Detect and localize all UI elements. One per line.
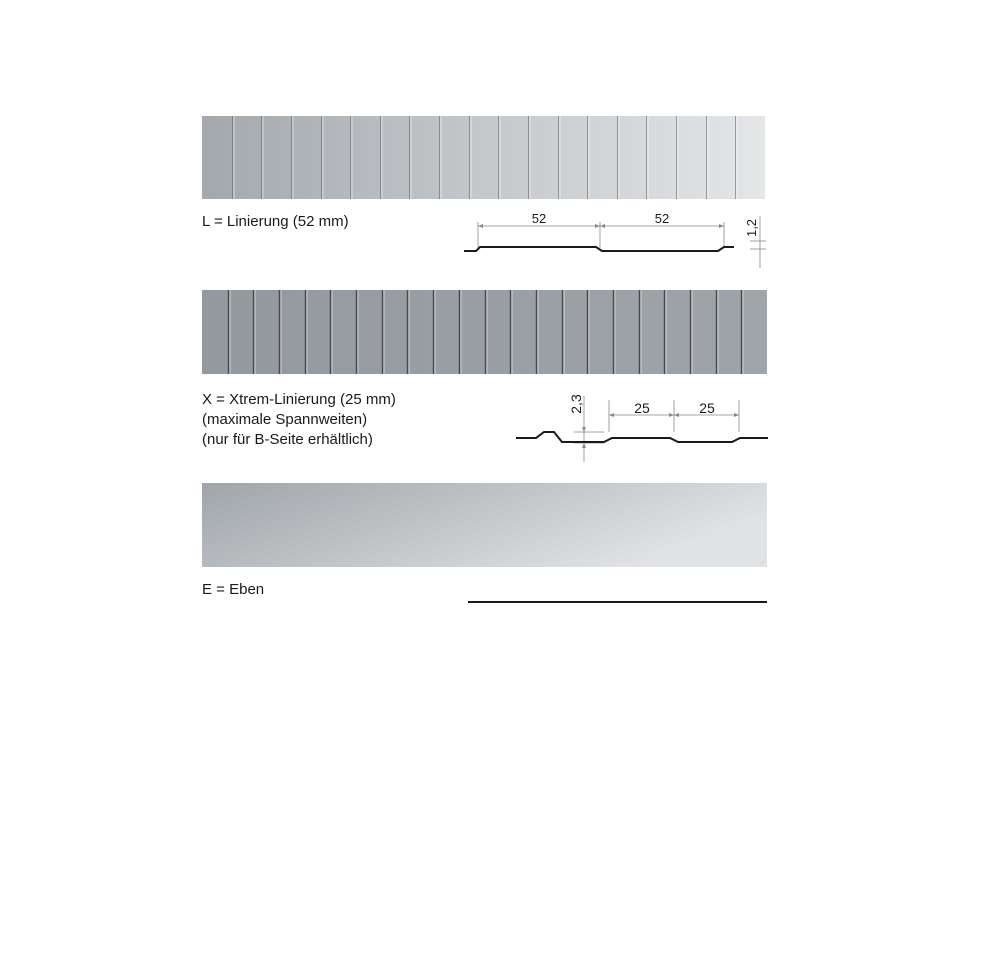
panel-xtrem-image <box>202 290 767 374</box>
label-xtrem <box>202 390 396 450</box>
profile-xtrem-diagram <box>514 388 770 466</box>
panel-eben-image <box>202 483 767 567</box>
label-eben <box>202 580 264 600</box>
dim-depth: 2,3 <box>568 394 584 414</box>
label-line: (nur für B-Seite erhältlich) <box>202 431 373 448</box>
panel-xtrem-ribs <box>229 290 744 374</box>
label-linierung <box>202 212 349 232</box>
dim-pitch-left: 25 <box>634 400 650 416</box>
dim-pitch-right: 25 <box>699 400 715 416</box>
label-line: L = Linierung (52 mm) <box>202 213 349 230</box>
label-line: (maximale Spannweiten) <box>202 411 368 428</box>
profile-eben-diagram <box>468 598 768 606</box>
dim-pitch-left: 52 <box>531 211 547 226</box>
profile-linierung-diagram <box>462 208 782 272</box>
label-line: X = Xtrem-Linierung (25 mm) <box>202 391 396 408</box>
dim-depth: 1,2 <box>744 218 759 238</box>
dim-pitch-right: 52 <box>654 211 670 226</box>
panel-linierung-image <box>202 116 765 199</box>
label-line: E = Eben <box>202 581 265 598</box>
